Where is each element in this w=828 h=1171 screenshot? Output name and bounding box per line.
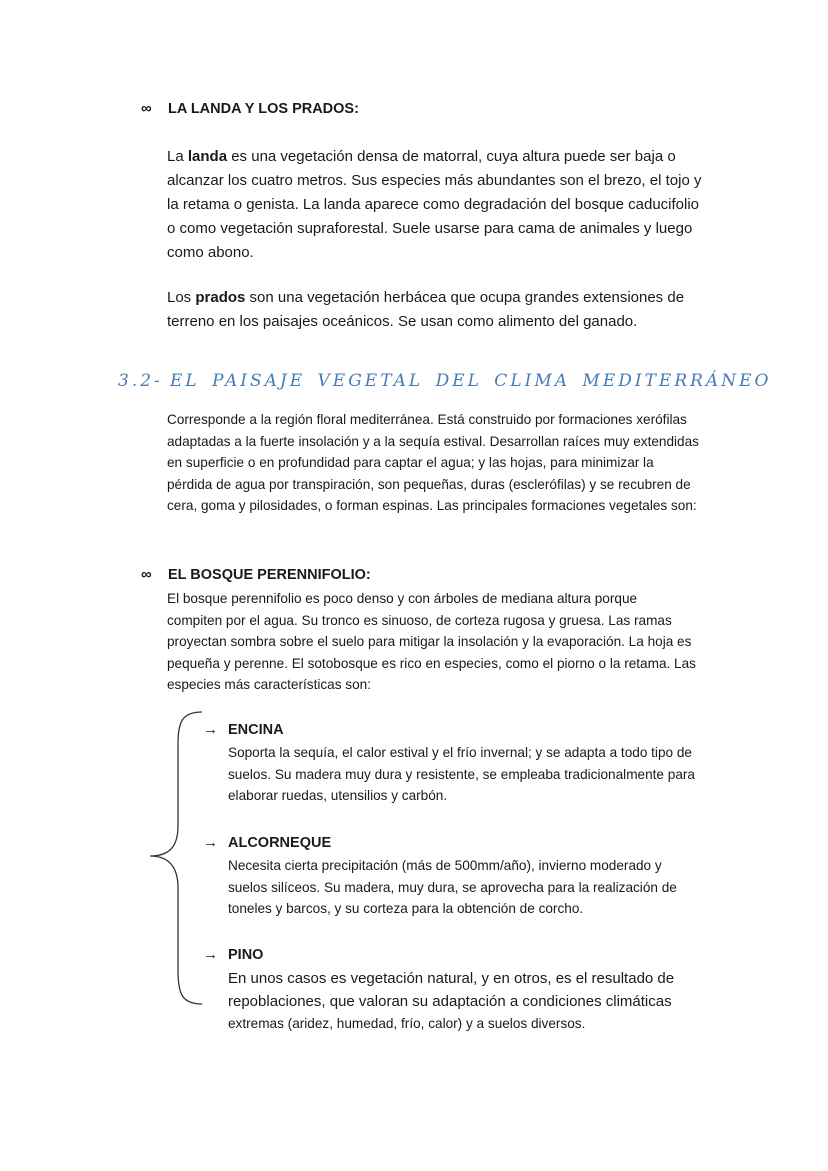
species-desc-pino [228,967,728,1035]
paragraph-line: pérdida de agua por transpiración, son pequeñas, duras (esclerófilas) y se recubren de [167,476,691,492]
infinity-bullet-icon: ∞ [141,100,152,117]
species-desc-encina [228,742,728,807]
paragraph-line: Necesita cierta precipitación (más de 500mm/año), invierno moderado y [228,858,662,873]
paragraph-line: Soporta la sequía, el calor estival y el frío invernal; y se adapta a todo tipo de [228,745,692,760]
section-number: 3.2- [118,371,163,391]
landa-prados-heading: LA LANDA Y LOS PRADOS: [168,101,359,117]
paragraph-line: en superficie o en profundidad para captar el agua; y las hojas, para minimizar la [167,455,654,470]
bosque-paragraph [167,588,747,696]
paragraph-line: suelos silíceos. Su madera, muy dura, se aprovecha para la realización de [228,879,677,895]
arrow-right-icon: → [203,946,218,963]
paragraph-line: elaborar ruedas, utensilios y carbón. [228,788,448,803]
paragraph-line: terreno en los paisajes oceánicos. Se usan como alimento del ganado. [167,313,638,330]
paragraph-line: repoblaciones, que valoran su adaptación a condiciones climáticas [228,993,672,1010]
paragraph-line: cera, goma y pilosidades, o forman espinas. Las principales formaciones vegetales son: [167,498,697,513]
species-name-alcorneque: ALCORNEQUE [228,835,332,851]
paragraph-line: compiten por el agua. Su tronco es sinuoso, de corteza rugosa y gruesa. Las ramas [167,612,672,628]
prados-pre: Los [167,289,196,306]
paragraph-line: adaptadas a la fuerte insolación y a la sequía estival. Desarrollan raíces muy extendidas [167,433,699,449]
paragraph-line: especies más características son: [167,677,371,692]
paragraph-line: pequeña y perenne. El sotobosque es rico en especies, como el piorno o la retama. Las [167,655,696,671]
prados-term: prados [195,289,246,306]
arrow-right-icon: → [203,834,218,851]
landa-pre: La [167,148,188,165]
paragraph-line: Corresponde a la región floral mediterránea. Está construido por formaciones xerófilas [167,412,687,427]
paragraph-line: son una vegetación herbácea que ocupa grandes extensiones de [245,289,685,306]
landa-term: landa [187,148,228,165]
paragraph-line: proyectan sombra sobre el suelo para mitigar la insolación y la evaporación. La hoja es [167,634,692,649]
paragraph-line: alcanzar los cuatro metros. Sus especies más abundantes son el brezo, el tojo y [167,172,702,189]
infinity-bullet-icon: ∞ [141,566,152,583]
paragraph-line: es una vegetación densa de matorral, cuya altura puede ser baja o [227,148,676,165]
paragraph-line: extremas (aridez, humedad, frío, calor) y a suelos diversos. [228,1016,586,1031]
paragraph-line: En unos casos es vegetación natural, y en otros, es el resultado de [228,970,675,987]
bosque-heading: EL BOSQUE PERENNIFOLIO: [168,567,371,583]
species-desc-alcorneque [228,855,728,920]
arrow-right-icon: → [203,721,218,738]
curly-brace-icon [146,708,208,1008]
landa-paragraph [167,145,727,265]
paragraph-line: suelos. Su madera muy dura y resistente, se empleaba tradicionalmente para [228,766,695,782]
paragraph-line: o como vegetación supraforestal. Suele usarse para cama de animales y luego [167,220,693,237]
paragraph-line: toneles y barcos, y su corteza para la obtención de corcho. [228,901,584,916]
paragraph-line: como abono. [167,244,254,261]
species-name-encina: ENCINA [228,722,284,738]
paragraph-line: El bosque perennifolio es poco denso y con árboles de mediana altura porque [167,591,638,606]
prados-paragraph [167,286,727,334]
section-intro [167,409,747,517]
paragraph-line: la retama o genista. La landa aparece como degradación del bosque caducifolio [167,196,700,213]
species-name-pino: PINO [228,947,264,963]
section-title: EL PAISAJE VEGETAL DEL CLIMA MEDITERRÁNEO [170,371,772,391]
